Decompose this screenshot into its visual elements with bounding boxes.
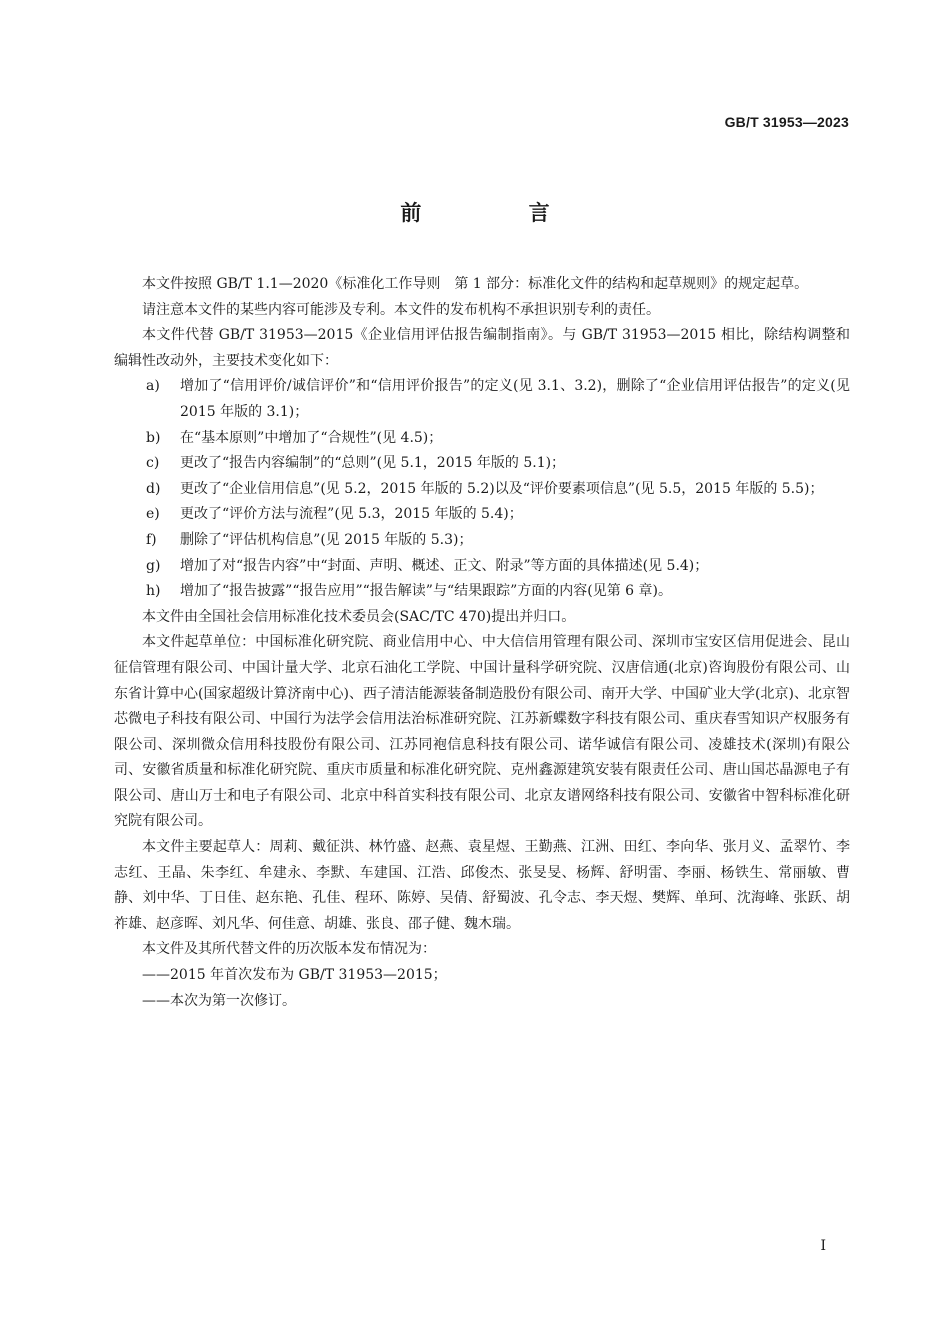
list-marker: h)	[146, 583, 161, 600]
list-item	[114, 451, 850, 477]
list-item-text: 在“基本原则”中增加了“合规性”(见 4.5)；	[180, 429, 443, 446]
page-number: I	[820, 1238, 826, 1254]
page-title: 前 言	[400, 201, 600, 225]
history-item: ——本次为第一次修订。	[142, 992, 296, 1009]
paragraph-drafting-rules: 本文件按照 GB/T 1.1—2020《标准化工作导则 第 1 部分：标准化文件的结构和起草规则》的规定起草。	[142, 276, 809, 292]
list-marker: d)	[146, 480, 161, 497]
list-item-text: 增加了对“报告内容”中“封面、声明、概述、正文、附录”等方面的具体描述(见 5.4)；	[180, 557, 709, 574]
list-item	[114, 477, 850, 503]
list-item-text: 更改了“企业信用信息”(见 5.2，2015 年版的 5.2)以及“评价要素项信息”(见 5.5，2015 年版的 5.5)；	[180, 480, 824, 497]
list-item-text: 增加了“信用评价/诚信评价”和“信用评价报告”的定义(见 3.1、3.2)，删除了“企业信用评估报告”的定义(见 2015 年版的 3.1)；	[180, 378, 850, 420]
list-item	[114, 528, 850, 554]
list-item	[114, 502, 850, 528]
list-item	[114, 554, 850, 580]
paragraph-drafters: 本文件主要起草人：周莉、戴征洪、林竹盛、赵燕、袁星煜、王勤燕、江洲、田红、李向华、张月义、孟翠竹、李志红、王晶、朱李红、牟建永、李默、车建国、江浩、邱俊杰、张旻旻、杨辉、舒明雷、李丽、杨铁生、常丽敏、曹静、刘中华、丁日佳、赵东艳、孔佳、程环、陈婷、吴倩、舒蜀波、孔令志、李天煜、樊辉、单珂、沈海峰、张跃、胡祚雄、赵彦晖、刘凡华、何佳意、胡雄、张良、邵子健、魏木瑞。	[114, 839, 850, 932]
list-item-text: 更改了“评价方法与流程”(见 5.3，2015 年版的 5.4)；	[180, 506, 523, 523]
standard-code: GB/T 31953—2023	[724, 114, 849, 130]
list-marker: g)	[146, 557, 161, 574]
list-marker: a)	[146, 378, 160, 395]
foreword-body	[114, 272, 850, 1014]
list-item	[114, 579, 850, 605]
history-item: ——2015 年首次发布为 GB/T 31953—2015；	[142, 967, 447, 984]
list-item-text: 增加了“报告披露”“报告应用”“报告解读”与“结果跟踪”方面的内容(见第 6 章)。	[180, 583, 672, 600]
list-item	[114, 426, 850, 452]
paragraph-proposer: 本文件由全国社会信用标准化技术委员会(SAC/TC 470)提出并归口。	[142, 608, 576, 625]
list-item-text: 更改了“报告内容编制”的“总则”(见 5.1，2015 年版的 5.1)；	[180, 455, 566, 472]
paragraph-patent-notice: 请注意本文件的某些内容可能涉及专利。本文件的发布机构不承担识别专利的责任。	[142, 301, 660, 318]
list-marker: b)	[146, 429, 161, 446]
list-marker: f)	[146, 531, 157, 548]
list-item-text: 删除了“评估机构信息”(见 2015 年版的 5.3)；	[180, 531, 473, 548]
list-marker: c)	[146, 455, 160, 472]
paragraph-history-intro: 本文件及其所代替文件的历次版本发布情况为：	[142, 941, 436, 958]
list-item	[114, 374, 850, 425]
list-marker: e)	[146, 506, 160, 523]
paragraph-drafting-units: 本文件起草单位：中国标准化研究院、商业信用中心、中大信信用管理有限公司、深圳市宝安区信用促进会、昆山征信管理有限公司、中国计量大学、北京石油化工学院、中国计量科学研究院、汉唐信通(北京)咨询股份有限公司、山东省计算中心(国家超级计算济南中心)、西子清洁能源装备制造股份有限公司、南开大学、中国矿业大学(北京)、北京智芯微电子科技有限公司、中国行为法学会信用法治标准研究院、江苏新蝶数字科技有限公司、重庆春雪知识产权服务有限公司、深圳微众信用科技股份有限公司、江苏同袍信息科技有限公司、诺华诚信有限公司、凌雄技术(深圳)有限公司、安徽省质量和标准化研究院、重庆市质量和标准化研究院、克州鑫源建筑安装有限责任公司、唐山国芯晶源电子有限公司、唐山万士和电子有限公司、北京中科首实科技有限公司、北京友谱网络科技有限公司、安徽省中智科标准化研究院有限公司。	[114, 634, 850, 830]
paragraph-replacement: 本文件代替 GB/T 31953—2015《企业信用评估报告编制指南》。与 GB/T 31953—2015 相比，除结构调整和编辑性改动外，主要技术变化如下：	[114, 327, 850, 369]
changes-list	[114, 374, 850, 604]
